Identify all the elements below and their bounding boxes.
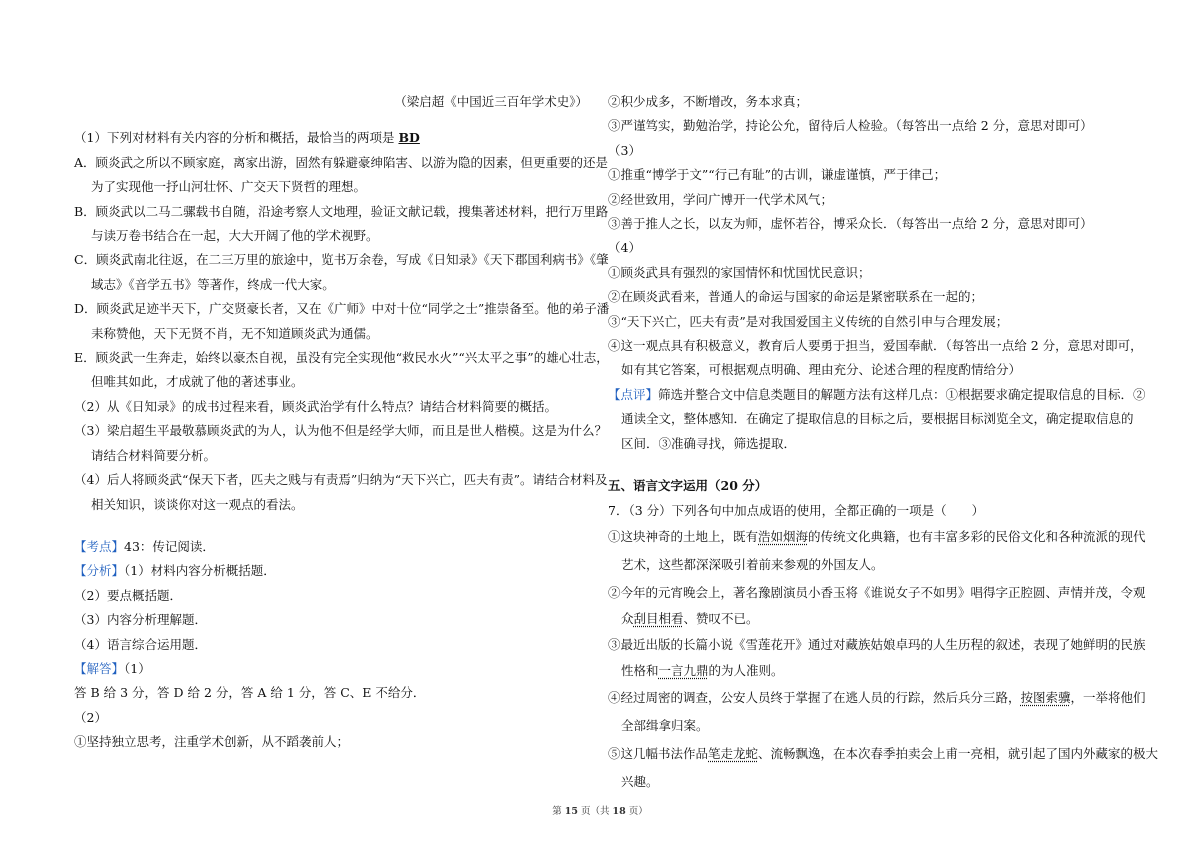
footer-text-c: 页） bbox=[625, 806, 648, 817]
question-3-line-1: （3）梁启超生平最敬慕顾炎武的为人，认为他不但是经学大师，而且是世人楷模。这是为什么？ bbox=[74, 423, 607, 439]
sentence-5-idiom: 笔走龙蛇 bbox=[708, 745, 759, 761]
page-number-footer bbox=[0, 803, 1200, 817]
sentence-4-line-2: 全部缉拿归案。 bbox=[621, 717, 709, 733]
sentence-2-line-2 bbox=[608, 607, 1128, 631]
question-2: （2）从《日知录》的成书过程来看，顾炎武治学有什么特点？请结合材料简要的概括。 bbox=[74, 398, 557, 414]
sentence-4-line-1 bbox=[608, 684, 1146, 712]
option-c-line-2: 域志》《音学五书》等著作，终成一代大家。 bbox=[91, 276, 335, 292]
jieda-text: （1） bbox=[124, 660, 151, 676]
question-4-line-1: （4）后人将顾炎武“保天下者，匹夫之贱与有责焉”归纳为“天下兴亡，匹夫有责”。请结合材料及 bbox=[74, 472, 608, 488]
source-citation: （梁启超《中国近三百年学术史》） bbox=[394, 94, 588, 109]
sentence-1-line-1 bbox=[608, 523, 1146, 551]
question-1-text: （1）下列对材料有关内容的分析和概括，最恰当的两项是 bbox=[74, 130, 395, 146]
kaodian-text: 43：传记阅读． bbox=[124, 538, 215, 554]
sentence-3-line-1: ③最近出版的长篇小说《雪莲花开》通过对藏族姑娘卓玛的人生历程的叙述，表现了她鲜明的民族 bbox=[608, 637, 1146, 653]
sentence-4-text-b: ，一举将他们 bbox=[1070, 689, 1146, 705]
fenxi-text: （1）材料内容分析概括题． bbox=[124, 563, 276, 579]
sentence-5-line-1 bbox=[608, 740, 1159, 768]
sentence-1-text-b: 的传统文化典籍，也有丰富多彩的民俗文化和各种流派的现代 bbox=[808, 528, 1146, 544]
left-column bbox=[74, 90, 610, 755]
footer-text-b: 页（共 bbox=[577, 806, 613, 817]
dianping-line-3: 区间．③准确寻找，筛选提取． bbox=[621, 435, 797, 451]
option-b-line-1: B．顾炎武以二马二骡载书自随，沿途考察人文地理，验证文献记载，搜集著述材料，把行万里路 bbox=[74, 203, 609, 219]
question-3-line-2: 请结合材料简要分析。 bbox=[91, 447, 217, 463]
section-5-heading: 五、语言文字运用（20 分） bbox=[608, 478, 768, 494]
answer-1-scoring: 答 B 给 3 分，答 D 给 2 分，答 A 给 1 分，答 C、E 不给分． bbox=[74, 685, 426, 701]
sentence-1-text-a: ①这块神奇的土地上，既有 bbox=[608, 528, 759, 544]
footer-text-a: 第 bbox=[552, 806, 565, 817]
answer-4-label: （4） bbox=[608, 240, 641, 256]
question-1 bbox=[74, 126, 594, 150]
question-7: 7．（3 分）下列各句中加点成语的使用，全都正确的一项是（ ） bbox=[608, 502, 985, 518]
sentence-5-text-b: 、流畅飘逸，在本次春季拍卖会上甫一亮相，就引起了国内外藏家的极大 bbox=[758, 745, 1159, 761]
option-b-line-2: 与读万卷书结合在一起，大大开阔了他的学术视野。 bbox=[91, 228, 379, 244]
sentence-4-idiom: 按图索骥 bbox=[1020, 689, 1071, 705]
option-a-line-2: 为了实现他一抒山河壮怀、广交天下贤哲的理想。 bbox=[91, 179, 367, 195]
current-page-number: 15 bbox=[564, 806, 578, 817]
sentence-5-line-2: 兴趣。 bbox=[621, 773, 659, 789]
sentence-4-text-a: ④经过周密的调查，公安人员终于掌握了在逃人员的行踪，然后兵分三路， bbox=[608, 689, 1021, 705]
sentence-1-line-2: 艺术，这些都深深吸引着前来参观的外国友人。 bbox=[621, 556, 884, 572]
fenxi-item-4: （4）语言综合运用题． bbox=[74, 636, 207, 652]
answer-2-point-1: ①坚持独立思考，注重学术创新，从不蹈袭前人； bbox=[74, 734, 350, 750]
option-e-line-2: 但唯其如此，才成就了他的著述事业。 bbox=[91, 374, 304, 390]
option-e-line-1: E．顾炎武一生奔走，始终以豪杰自视，虽没有完全实现他“救民水火”“兴太平之事”的雄心壮志， bbox=[74, 350, 609, 366]
total-pages: 18 bbox=[612, 806, 626, 817]
sentence-1-idiom: 浩如烟海 bbox=[758, 528, 809, 544]
sentence-2-text-b: 、赞叹不已。 bbox=[683, 610, 759, 626]
question-4-line-2: 相关知识，谈谈你对这一观点的看法。 bbox=[91, 496, 304, 512]
answer-4-point-4-cont: 如有其它答案，可根据观点明确、理由充分、论述合理的程度酌情给分） bbox=[621, 362, 1022, 378]
dianping-tag: 【点评】 bbox=[608, 386, 659, 402]
answer-2-point-3: ③严谨笃实，勤勉治学，持论公允，留待后人检验。（每答出一点给 2 分，意思对即可） bbox=[608, 118, 1093, 134]
sentence-5-text-a: ⑤这几幅书法作品 bbox=[608, 745, 709, 761]
fenxi-item-2: （2）要点概括题． bbox=[74, 587, 182, 603]
option-d-line-1: D．顾炎武足迹半天下，广交贤豪长者，又在《广师》中对十位“同学之士”推崇备至。他的弟子潘 bbox=[74, 301, 610, 317]
answer-2-label: （2） bbox=[74, 709, 107, 725]
jieda-tag: 【解答】 bbox=[74, 660, 125, 676]
right-column bbox=[608, 90, 1159, 796]
kaodian bbox=[74, 535, 594, 559]
fenxi-item-3: （3）内容分析理解题． bbox=[74, 612, 207, 628]
sentence-3-line-2 bbox=[608, 659, 1128, 683]
answer-4-point-2: ②在顾炎武看来，普通人的命运与国家的命运是紧密联系在一起的； bbox=[608, 289, 984, 305]
option-c-line-1: C．顾炎武南北往返，在二三万里的旅途中，览书万余卷，写成《日知录》《天下郡国利病书》《肇 bbox=[74, 252, 609, 268]
answer-3-point-2: ②经世致用，学问广博开一代学术风气； bbox=[608, 191, 834, 207]
dianping-text: 筛选并整合文中信息类题目的解题方法有这样几点：①根据要求确定提取信息的目标．② bbox=[658, 386, 1146, 402]
option-a-line-1: A．顾炎武之所以不顾家庭，离家出游，固然有躲避豪绅陷害、以游为隐的因素，但更重要的还是 bbox=[74, 154, 609, 170]
fenxi-tag: 【分析】 bbox=[74, 563, 125, 579]
dianping bbox=[608, 383, 1146, 407]
sentence-3-text-a: 性格和 bbox=[621, 663, 659, 679]
answer-4-point-1: ①顾炎武具有强烈的家国情怀和忧国忧民意识； bbox=[608, 264, 871, 280]
answer-4-point-3: ③“天下兴亡，匹夫有责”是对我国爱国主义传统的自然引申与合理发展； bbox=[608, 313, 1009, 329]
jieda bbox=[74, 657, 594, 681]
answer-2-point-2: ②积少成多，不断增改，务本求真； bbox=[608, 94, 809, 109]
dianping-line-2: 通读全文，整体感知．在确定了提取信息的目标之后，要根据目标浏览全文，确定提取信息的 bbox=[621, 411, 1134, 427]
answer-4-point-4: ④这一观点具有积极意义，教育后人要勇于担当，爱国奉献．（每答出一点给 2 分，意思对即可， bbox=[608, 338, 1143, 354]
answer-3-point-1: ①推重“博学于文”“行己有耻”的古训，谦虚谨慎，严于律己； bbox=[608, 167, 947, 183]
sentence-2-idiom: 刮目相看 bbox=[633, 610, 684, 626]
fenxi bbox=[74, 559, 594, 583]
option-d-line-2: 耒称赞他，天下无贤不肖，无不知道顾炎武为通儒。 bbox=[91, 325, 379, 341]
answer-3-point-3: ③善于推人之长，以友为师，虚怀若谷，博采众长．（每答出一点给 2 分，意思对即可） bbox=[608, 216, 1093, 232]
sentence-3-idiom: 一言九鼎 bbox=[658, 663, 709, 679]
sentence-3-text-b: 的为人准则。 bbox=[708, 663, 784, 679]
kaodian-tag: 【考点】 bbox=[74, 538, 125, 554]
answer-3-label: （3） bbox=[608, 142, 641, 158]
sentence-2-line-1: ②今年的元宵晚会上，著名豫剧演员小香玉将《谁说女子不如男》唱得字正腔圆、声情并茂，令观 bbox=[608, 584, 1146, 600]
question-1-answer: BD bbox=[398, 130, 420, 146]
sentence-2-text-a: 众 bbox=[621, 610, 634, 626]
